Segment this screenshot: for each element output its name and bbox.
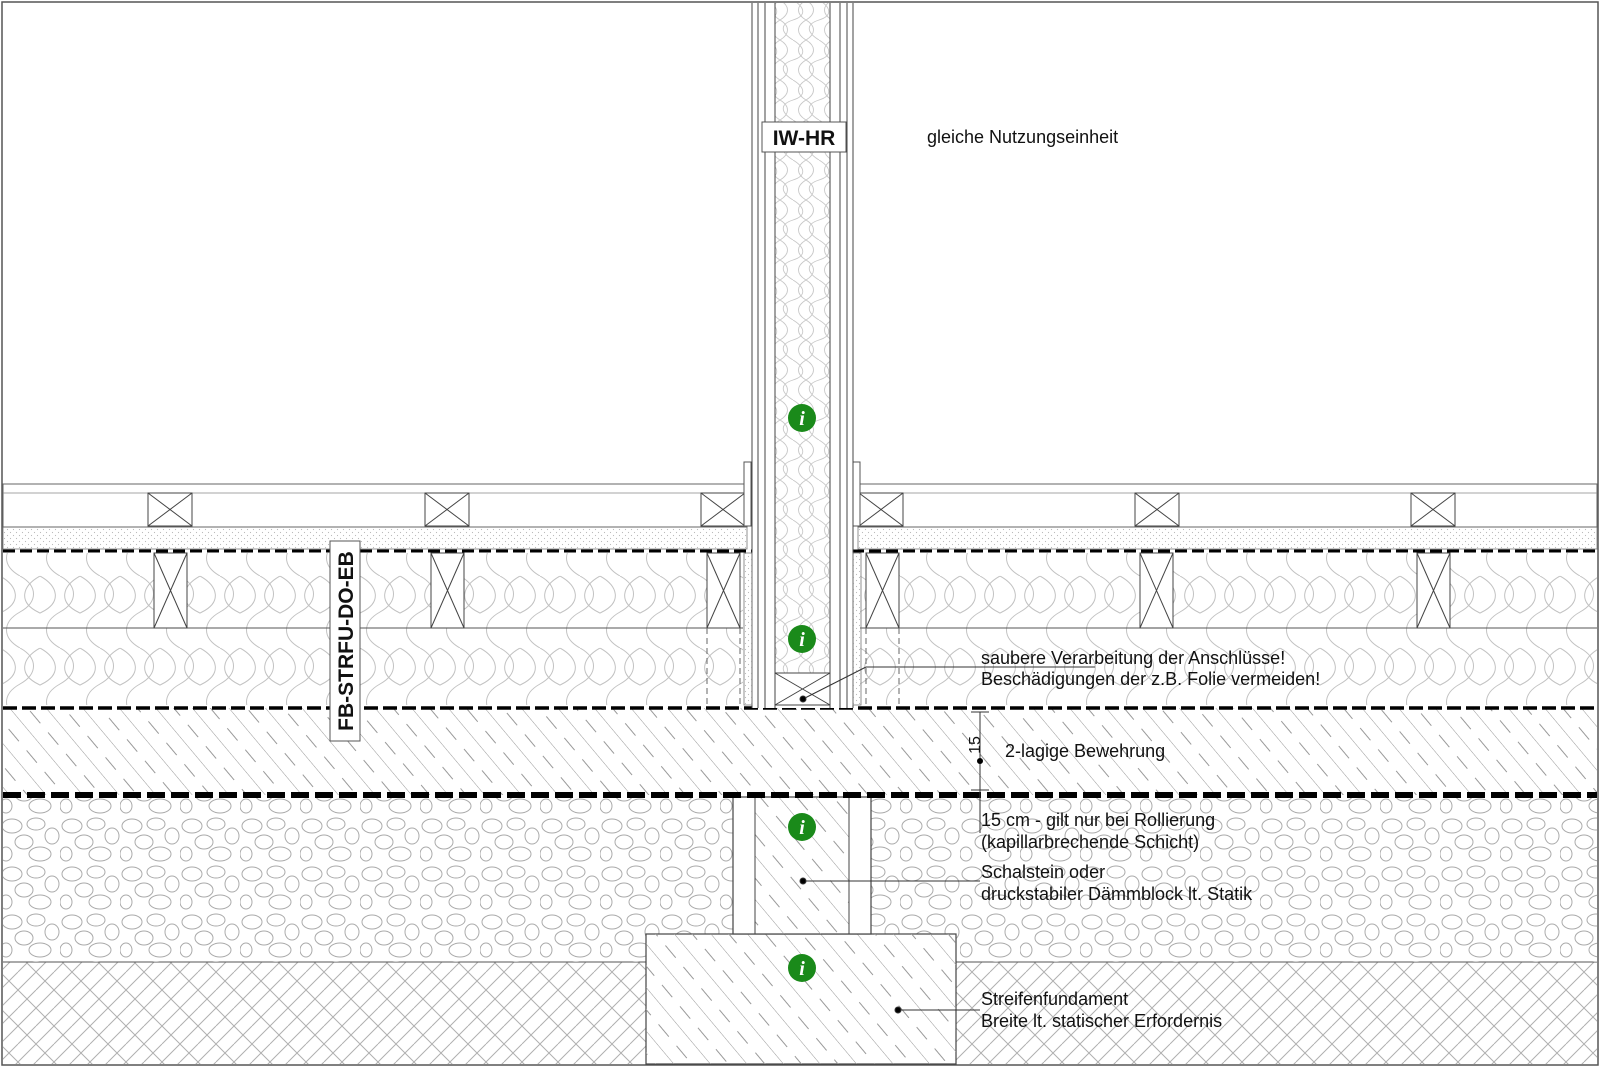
skirting-right: [853, 462, 860, 526]
strip-footing-hatch: [646, 934, 956, 1064]
note-gravel-line1: 15 cm - gilt nur bei Rollierung: [981, 810, 1216, 830]
info-icon-wall-base[interactable]: [788, 625, 816, 653]
svg-text:i: i: [799, 629, 805, 651]
dimension-value: 15: [967, 736, 984, 754]
floor-insulation-left: [3, 553, 743, 705]
unit-note: gleiche Nutzungseinheit: [927, 127, 1119, 147]
note-reinforcement: 2-lagige Bewehrung: [1005, 741, 1166, 761]
note-block-line2: druckstabiler Dämmblock lt. Statik: [981, 884, 1253, 904]
skirting-left: [744, 462, 751, 526]
floor-top-right: [858, 484, 1597, 527]
wall-insulation: [775, 3, 830, 673]
note-connections-line1: saubere Verarbeitung der Anschlüsse!: [981, 648, 1286, 668]
svg-text:IW-HR: IW-HR: [772, 127, 836, 150]
wall-tag[interactable]: [762, 122, 846, 152]
note-block-line1: Schalstein oder: [981, 862, 1106, 882]
screed-left: [3, 527, 747, 549]
floor-tag[interactable]: [330, 541, 360, 741]
info-icon-wall[interactable]: [788, 404, 816, 432]
floor-top-left: [3, 484, 747, 527]
note-gravel-line2: (kapillarbrechende Schicht): [981, 832, 1200, 852]
svg-text:i: i: [799, 408, 805, 430]
info-icon-formwork-block[interactable]: [788, 813, 816, 841]
svg-text:i: i: [799, 958, 805, 980]
screed-right: [858, 527, 1597, 549]
info-icon-strip-footing[interactable]: [788, 954, 816, 982]
concrete-slab: [3, 708, 1597, 795]
note-footing-line2: Breite lt. statischer Erfordernis: [981, 1011, 1223, 1031]
svg-text:i: i: [799, 817, 805, 839]
note-footing-line1: Streifenfundament: [981, 989, 1129, 1009]
svg-text:FB-STRFU-DO-EB: FB-STRFU-DO-EB: [335, 551, 358, 731]
note-connections-line2: Beschädigungen der z.B. Folie vermeiden!: [981, 669, 1321, 689]
